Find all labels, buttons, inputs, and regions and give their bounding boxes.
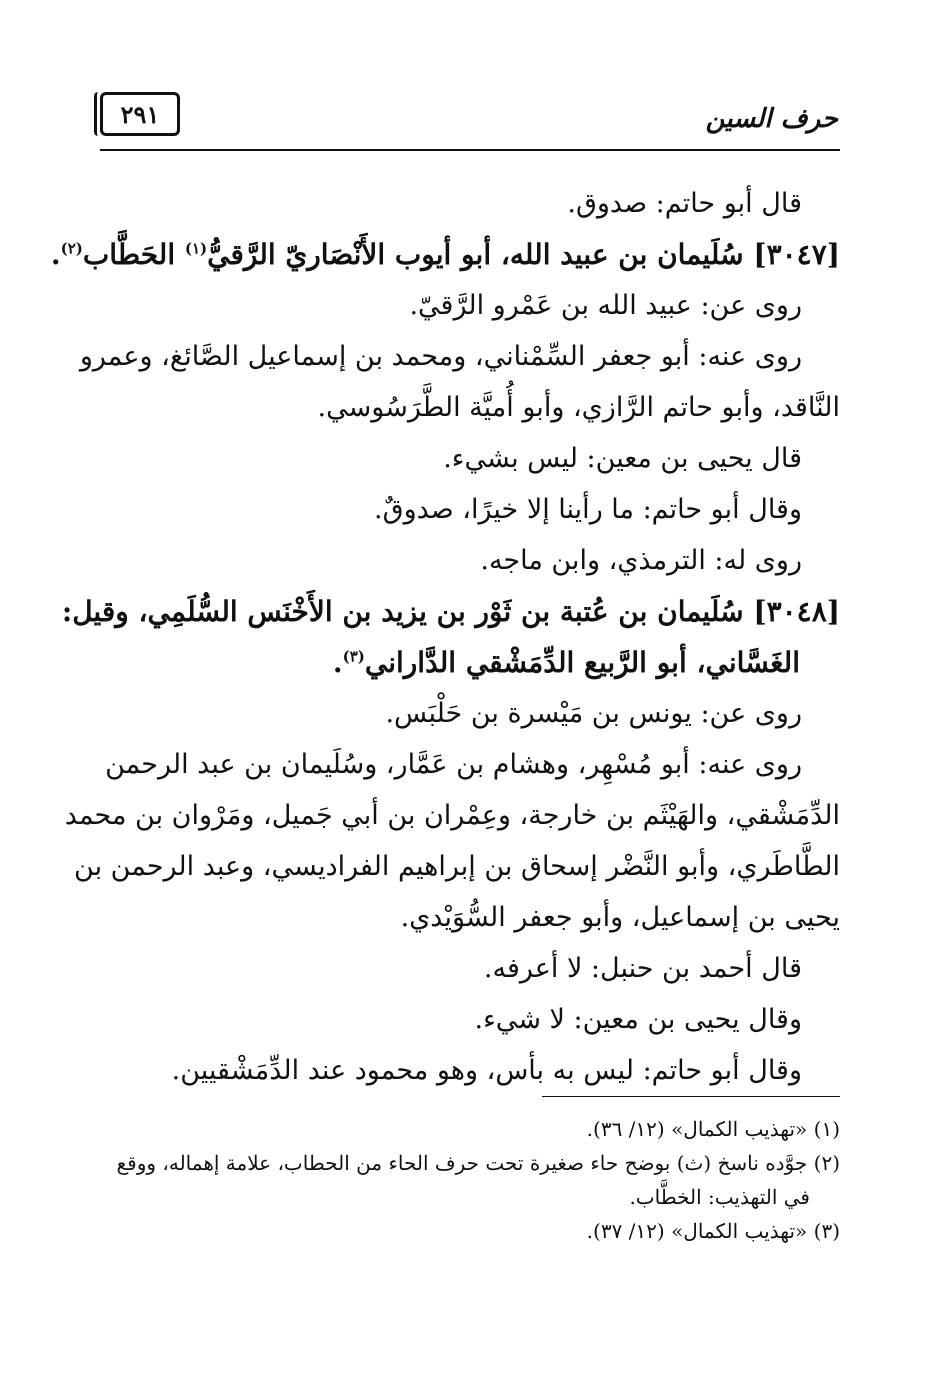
entry-heading-3048: [٣٠٤٨] سُلَيمان بن عُتبة بن ثَوْر بن يزيد بن الأَخْنَس السُّلَمِي، وقيل: xyxy=(61,595,840,628)
text-line: وقال أبو حاتم: ليس به بأس، وهو محمود عند الدِّمَشْقيين. xyxy=(171,1055,802,1086)
footnote-ref-3: (٣) xyxy=(342,647,365,666)
text-line: قال يحيى بن معين: ليس بشيء. xyxy=(443,443,802,474)
text-line: روى عنه: أبو جعفر السِّمْناني، ومحمد بن إسماعيل الصَّائغ، وعمرو xyxy=(79,341,802,372)
text-line: الطَّاطَري، وأبو النَّضْر إسحاق بن إبراهيم الفراديسي، وعبد الرحمن بن xyxy=(74,851,840,882)
text-line: قال أحمد بن حنبل: لا أعرفه. xyxy=(483,953,802,984)
text-line: الدِّمَشْقي، والهَيْثَم بن خارجة، وعِمْران بن أبي جَميل، ومَرْوان بن محمد xyxy=(64,800,840,831)
entry-heading-3048-cont xyxy=(100,637,840,688)
text-line: وقال يحيى بن معين: لا شيء. xyxy=(474,1004,802,1035)
page-number xyxy=(100,92,180,136)
entry-heading-text: الغَسَّاني، أبو الرَّبيع الدِّمَشْقي الدَّاراني xyxy=(364,646,800,679)
entry-heading-end: . xyxy=(50,238,61,271)
text-line: قال أبو حاتم: صدوق. xyxy=(567,188,802,219)
footnote-ref-2: (٢) xyxy=(60,239,83,258)
footnote-rule xyxy=(542,1096,840,1097)
main-text xyxy=(50,178,840,1096)
text-line: النَّاقد، وأبو حاتم الرَّازي، وأبو أُميَّة الطَّرَسُوسي. xyxy=(317,392,840,423)
footnote-ref-1: (١) xyxy=(184,239,208,258)
entry-heading-text-2: الحَطَّاب xyxy=(82,238,185,271)
entry-heading-text: [٣٠٤٧] سُلَيمان بن عبيد الله، أبو أيوب الأَنْصَاريّ الرَّقيُّ xyxy=(207,238,840,271)
text-line: روى عنه: أبو مُسْهِر، وهشام بن عَمَّار، وسُلَيمان بن عبد الرحمن xyxy=(105,749,802,780)
text-line: يحيى بن إسماعيل، وأبو جعفر السُّوَيْدي. xyxy=(400,902,840,933)
running-head: حرف السين xyxy=(705,104,838,134)
footnote-3: (٣) «تهذيب الكمال» (١٢/ ٣٧). xyxy=(586,1219,840,1243)
footnote-2-cont: في التهذيب: الخطَّاب. xyxy=(629,1185,810,1209)
entry-heading-3047 xyxy=(50,229,840,280)
header-rule xyxy=(100,149,840,151)
text-line: وقال أبو حاتم: ما رأينا إلا خيرًا، صدوقٌ. xyxy=(374,494,802,525)
footnote-1: (١) «تهذيب الكمال» (١٢/ ٣٦). xyxy=(586,1117,840,1141)
footnote-2: (٢) جوَّده ناسخ (ث) بوضح حاء صغيرة تحت حرف الحاء من الحطاب، علامة إهماله، ووقع xyxy=(116,1151,840,1175)
text-line: روى عن: يونس بن مَيْسرة بن حَلْبَس. xyxy=(385,698,802,729)
text-line: روى عن: عبيد الله بن عَمْرو الرَّقيّ. xyxy=(409,290,802,321)
entry-heading-end: . xyxy=(332,646,343,679)
text-line: روى له: الترمذي، وابن ماجه. xyxy=(480,545,802,576)
footnotes xyxy=(100,1112,840,1248)
page-number-text: ٢٩١ xyxy=(120,99,160,129)
